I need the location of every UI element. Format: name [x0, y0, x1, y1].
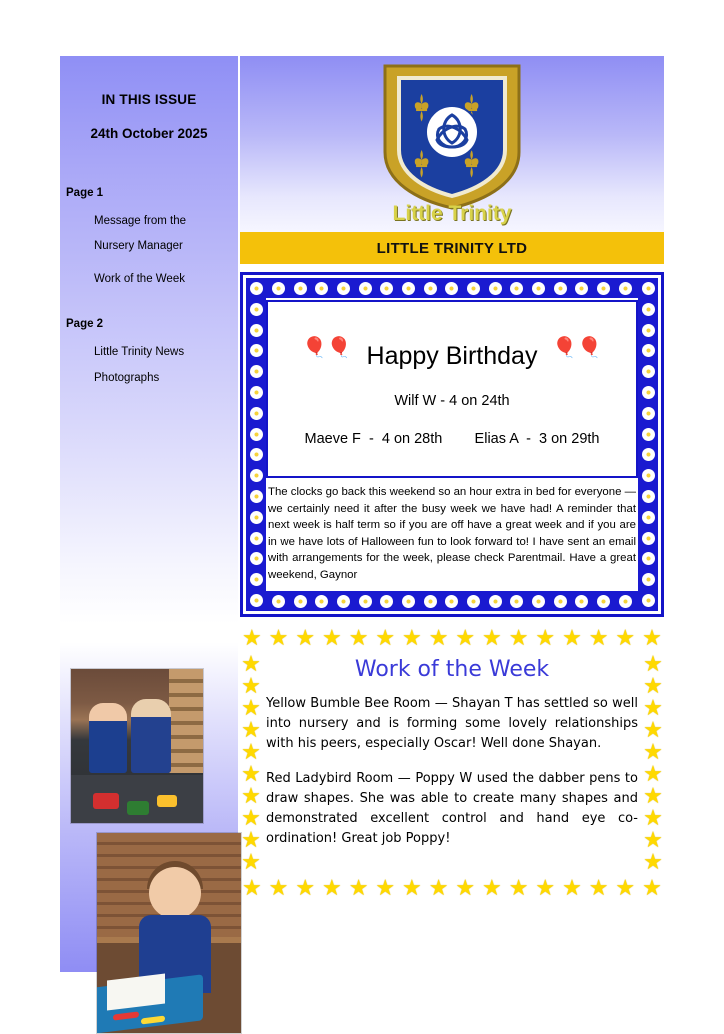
photo-child-drawing-at-table: [96, 832, 242, 1034]
flower-border-bottom: [246, 591, 658, 611]
star-icon: ★: [241, 849, 261, 875]
star-icon: ★: [455, 875, 476, 901]
star-icon: ★: [241, 695, 261, 721]
star-icon: ★: [643, 717, 663, 743]
star-icon: ★: [241, 739, 261, 765]
star-icon: ★: [268, 875, 289, 901]
star-icon: ★: [268, 625, 289, 651]
notice-box: [240, 272, 664, 617]
birthday-entry-1: Wilf W - 4 on 24th: [394, 393, 510, 409]
star-icon: ★: [643, 739, 663, 765]
work-of-the-week-paragraph-red-room: Red Ladybird Room — Poppy W used the dabber pens to draw shapes. She was able to create many shapes and demonstrated excellent control and hand eye co-ordination! Great job Poppy!: [266, 770, 638, 847]
star-icon: ★: [535, 625, 556, 651]
star-icon: ★: [643, 761, 663, 787]
balloons-icon-left: 🎈🎈: [302, 337, 352, 359]
sidebar: [60, 56, 238, 972]
work-of-the-week-title: Work of the Week: [354, 657, 550, 683]
flower-border-left: [246, 278, 266, 611]
flower-border-right: [638, 278, 658, 611]
star-icon: ★: [642, 625, 662, 651]
star-border-top: [240, 627, 664, 649]
star-icon: ★: [241, 651, 261, 677]
star-border-right: [642, 649, 664, 877]
star-icon: ★: [643, 849, 663, 875]
star-icon: ★: [643, 651, 663, 677]
balloons-icon-right: 🎈🎈: [552, 337, 602, 359]
star-icon: ★: [241, 761, 261, 787]
toc-item-message-from-manager-line2[interactable]: Nursery Manager: [94, 239, 183, 252]
star-icon: ★: [643, 695, 663, 721]
birthday-title: Happy Birthday: [366, 342, 538, 370]
star-icon: ★: [241, 783, 261, 809]
toc-section-page-1: Page 1: [66, 187, 104, 199]
star-icon: ★: [241, 673, 261, 699]
star-icon: ★: [508, 625, 529, 651]
star-icon: ★: [643, 805, 663, 831]
star-icon: ★: [643, 827, 663, 853]
star-icon: ★: [562, 625, 582, 651]
star-icon: ★: [588, 875, 609, 901]
crest-block: [240, 56, 664, 232]
star-icon: ★: [615, 875, 636, 901]
star-icon: ★: [322, 875, 342, 901]
star-icon: ★: [402, 625, 422, 651]
little-trinity-crest-icon: [377, 60, 527, 217]
star-icon: ★: [241, 805, 261, 831]
issue-date: 24th October 2025: [90, 126, 208, 141]
star-icon: ★: [241, 717, 261, 743]
star-icon: ★: [428, 625, 449, 651]
work-of-the-week-paragraph-yellow-room: Yellow Bumble Bee Room — Shayan T has settled so well into nursery and is forming some lovely relationships with his peers, especially Oscar! Well done Shayan.: [266, 696, 638, 752]
toc-item-photographs[interactable]: Photographs: [94, 371, 160, 384]
star-icon: ★: [375, 875, 396, 901]
company-name: LITTLE TRINITY LTD: [376, 239, 528, 257]
crest-wordmark: Little Trinity: [392, 202, 512, 225]
birthday-entry-2: Maeve F - 4 on 28th Elias A - 3 on 29th: [304, 431, 600, 447]
star-border-bottom: [240, 877, 664, 899]
star-icon: ★: [375, 625, 396, 651]
star-icon: ★: [643, 783, 663, 809]
star-icon: ★: [295, 875, 316, 901]
flower-border-top: [246, 278, 658, 298]
star-border-left: [240, 649, 262, 877]
birthday-card: [266, 300, 638, 478]
star-icon: ★: [242, 625, 262, 651]
star-icon: ★: [241, 827, 261, 853]
work-of-the-week-section: [240, 627, 664, 899]
photo-children-playing-with-toys: [70, 668, 204, 824]
star-icon: ★: [642, 875, 662, 901]
star-icon: ★: [562, 875, 582, 901]
issue-heading: IN THIS ISSUE: [101, 92, 197, 107]
toc-section-page-2: Page 2: [66, 317, 104, 330]
star-icon: ★: [588, 625, 609, 651]
star-icon: ★: [455, 625, 476, 651]
star-icon: ★: [535, 875, 556, 901]
star-icon: ★: [508, 875, 529, 901]
star-icon: ★: [348, 625, 369, 651]
toc-item-little-trinity-news[interactable]: Little Trinity News: [94, 345, 185, 358]
star-icon: ★: [615, 625, 636, 651]
star-icon: ★: [643, 673, 663, 699]
main-column: [240, 56, 664, 899]
star-icon: ★: [482, 875, 502, 901]
star-icon: ★: [428, 875, 449, 901]
toc-item-message-from-manager-line1[interactable]: Message from the: [94, 215, 187, 227]
manager-message-text: The clocks go back this weekend so an hour extra in bed for everyone —we certainly need it after the busy week we have had! A reminder that next week is half term so if you are off have a great week and if you are in we have lots of Halloween fun to look forward to! I have sent an email with arrangements for the week, please check Parentmail. Have a great weekend, Gaynor: [266, 478, 638, 591]
star-icon: ★: [322, 625, 342, 651]
star-icon: ★: [402, 875, 422, 901]
company-name-bar: [240, 232, 664, 264]
star-icon: ★: [482, 625, 502, 651]
star-icon: ★: [242, 875, 262, 901]
toc-item-work-of-the-week[interactable]: Work of the Week: [94, 273, 185, 286]
star-icon: ★: [295, 625, 316, 651]
star-icon: ★: [348, 875, 369, 901]
